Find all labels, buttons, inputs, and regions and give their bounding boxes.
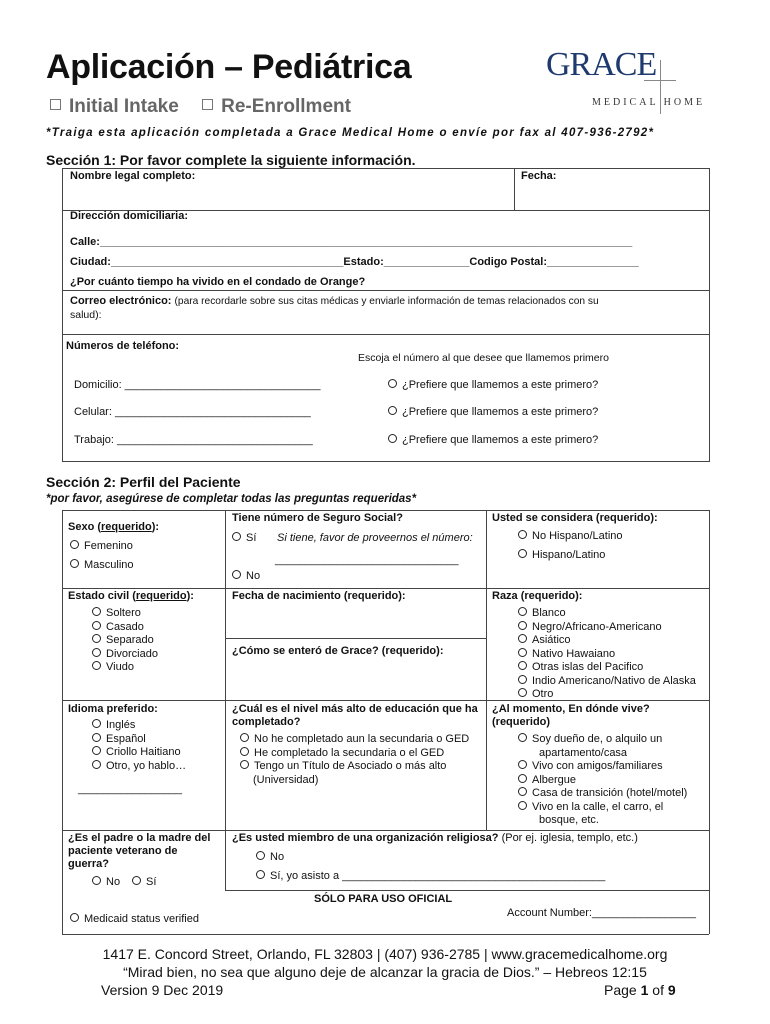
phone-note: Escoja el número al que desee que llamemos primero — [358, 352, 609, 364]
race-label: Raza (requerido): — [492, 590, 583, 602]
radio-icon[interactable] — [518, 733, 527, 742]
living-options: Soy dueño de, o alquilo un apartamento/casa Vivo con amigos/familiares Albergue Casa de transición (hotel/motel) Vivo en la calle, el carro, el bosque, etc. — [518, 733, 687, 828]
civil-option[interactable]: Separado — [92, 634, 158, 648]
radio-icon[interactable] — [70, 540, 79, 549]
radio-icon[interactable] — [518, 801, 527, 810]
sex-male-option[interactable]: Masculino — [70, 559, 134, 571]
prefer-home-option[interactable]: ¿Prefiere que llamemos a este primero? — [388, 379, 598, 391]
living-option[interactable]: Vivo con amigos/familiares — [518, 760, 687, 774]
education-option[interactable]: Tengo un Título de Asociado o más alto — [240, 760, 469, 774]
living-option[interactable]: Soy dueño de, o alquilo un — [518, 733, 687, 747]
civil-option[interactable]: Casado — [92, 621, 158, 635]
radio-icon[interactable] — [92, 746, 101, 755]
living-option[interactable]: Vivo en la calle, el carro, el — [518, 801, 687, 815]
religious-yes-option[interactable]: Sí, yo asisto a ___________________________________________ — [256, 870, 605, 882]
medicaid-verified-option[interactable]: Medicaid status verified — [70, 913, 199, 925]
civil-option[interactable]: Viudo — [92, 661, 158, 675]
city-state-zip-field[interactable]: Ciudad:______________________________________Estado:______________Codigo Postal:_______________ — [70, 256, 639, 268]
religious-no-option[interactable]: No — [256, 851, 284, 863]
civil-status-options — [92, 607, 158, 675]
ssn-no-option[interactable]: No — [232, 570, 260, 582]
radio-icon[interactable] — [518, 787, 527, 796]
radio-icon[interactable] — [256, 851, 265, 860]
language-option[interactable]: Español — [92, 733, 186, 747]
radio-icon[interactable] — [92, 661, 101, 670]
ssn-note: Si tiene, favor de proveernos el número: — [277, 532, 473, 544]
radio-icon[interactable] — [240, 747, 249, 756]
date-label: Fecha: — [521, 170, 557, 182]
radio-icon[interactable] — [92, 733, 101, 742]
account-number-field[interactable]: Account Number:_________________ — [507, 907, 696, 919]
residence-duration-label: ¿Por cuánto tiempo ha vivido en el condado de Orange? — [70, 276, 366, 288]
radio-icon[interactable] — [92, 719, 101, 728]
civil-option[interactable]: Soltero — [92, 607, 158, 621]
ssn-field[interactable]: ______________________________ — [275, 554, 459, 566]
civil-status-label: Estado civil (requerido): — [68, 590, 194, 602]
prefer-cell-option[interactable]: ¿Prefiere que llamemos a este primero? — [388, 406, 598, 418]
home-phone-field[interactable]: Domicilio: ________________________________ — [74, 379, 321, 391]
radio-icon[interactable] — [70, 913, 79, 922]
phone-numbers-label: Números de teléfono: — [66, 340, 180, 352]
language-option[interactable]: Otro, yo hablo… — [92, 760, 186, 774]
living-situation-label: ¿Al momento, En dónde vive? (requerido) — [492, 703, 650, 728]
radio-icon[interactable] — [232, 570, 241, 579]
legal-name-label: Nombre legal completo: — [70, 170, 196, 182]
footer-quote: “Mirad bien, no sea que alguno deje de alcanzar la gracia de Dios.” – Hebreos 12:15 — [123, 964, 647, 980]
radio-icon[interactable] — [240, 733, 249, 742]
race-option[interactable]: Negro/Africano-Americano — [518, 621, 696, 635]
re-enrollment-option[interactable]: Re-Enrollment — [202, 96, 351, 117]
radio-icon[interactable] — [518, 688, 527, 697]
radio-icon[interactable] — [388, 406, 397, 415]
heard-about-label[interactable]: ¿Cómo se enteró de Grace? (requerido): — [232, 645, 444, 657]
radio-icon[interactable] — [518, 774, 527, 783]
radio-icon[interactable] — [518, 760, 527, 769]
living-option[interactable]: Casa de transición (hotel/motel) — [518, 787, 687, 801]
sex-female-option[interactable]: Femenino — [70, 540, 133, 552]
version: Version 9 Dec 2019 — [101, 982, 224, 998]
veteran-no-option[interactable]: No — [92, 876, 120, 888]
language-option[interactable]: Inglés — [92, 719, 186, 733]
civil-option[interactable]: Divorciado — [92, 648, 158, 662]
race-option[interactable]: Blanco — [518, 607, 696, 621]
initial-intake-option[interactable]: Initial Intake — [50, 96, 179, 117]
education-option[interactable]: He completado la secundaria o el GED — [240, 747, 469, 761]
radio-icon[interactable] — [518, 661, 527, 670]
living-option[interactable]: Albergue — [518, 774, 687, 788]
office-use-label: SÓLO PARA USO OFICIAL — [314, 893, 453, 905]
education-options: No he completado aun la secundaria o GED He completado la secundaria o el GED Tengo un Título de Asociado o más alto (Universidad) — [240, 733, 469, 787]
religious-label: ¿Es usted miembro de una organización religiosa? (Por ej. iglesia, templo, etc.) — [232, 832, 638, 844]
enrollment-type — [50, 96, 369, 118]
race-option[interactable]: Asiático — [518, 634, 696, 648]
cell-phone-field[interactable]: Celular: ________________________________ — [74, 406, 311, 418]
radio-icon[interactable] — [256, 870, 265, 879]
hispanic-option[interactable]: Hispano/Latino — [518, 549, 605, 561]
language-label: Idioma preferido: — [68, 703, 158, 715]
veteran-label: ¿Es el padre o la madre del paciente veterano de guerra? — [68, 832, 211, 870]
radio-icon[interactable] — [92, 621, 101, 630]
radio-icon[interactable] — [518, 648, 527, 657]
radio-icon[interactable] — [518, 621, 527, 630]
language-option[interactable]: Criollo Haitiano — [92, 746, 186, 760]
veteran-yes-option[interactable]: Sí — [132, 876, 156, 888]
grace-logo: GRACE MEDICAL HOME — [540, 44, 710, 114]
language-options — [92, 719, 186, 773]
page-title: Aplicación – Pediátrica — [46, 48, 412, 86]
instructions: *Traiga esta aplicación completada a Grace Medical Home o envíe por fax al 407-936-2792* — [46, 127, 655, 139]
dob-label[interactable]: Fecha de nacimiento (requerido): — [232, 590, 406, 602]
radio-icon[interactable] — [388, 434, 397, 443]
section1-title: Sección 1: Por favor complete la siguiente información. — [46, 152, 416, 168]
sex-label: Sexo (requerido): — [68, 521, 160, 533]
section2-title: Sección 2: Perfil del Paciente — [46, 474, 241, 490]
address-label: Dirección domiciliaria: — [70, 210, 188, 222]
street-field[interactable]: Calle:_______________________________________________________________________________________ — [70, 236, 633, 248]
race-option[interactable]: Nativo Hawaiano — [518, 648, 696, 662]
page-number: Page 1 of 9 — [604, 982, 676, 998]
race-option[interactable]: Otras islas del Pacifico — [518, 661, 696, 675]
not-hispanic-option[interactable]: No Hispano/Latino — [518, 530, 623, 542]
checkbox-icon[interactable] — [202, 99, 213, 110]
radio-icon[interactable] — [132, 876, 141, 885]
radio-icon[interactable] — [518, 607, 527, 616]
race-option[interactable]: Indio Americano/Nativo de Alaska — [518, 675, 696, 689]
radio-icon[interactable] — [388, 379, 397, 388]
ssn-label: Tiene número de Seguro Social? — [232, 512, 403, 524]
radio-icon[interactable] — [518, 634, 527, 643]
race-options — [518, 607, 696, 702]
radio-icon[interactable] — [92, 607, 101, 616]
radio-icon[interactable] — [518, 675, 527, 684]
prefer-work-option[interactable]: ¿Prefiere que llamemos a este primero? — [388, 434, 598, 446]
radio-icon[interactable] — [92, 634, 101, 643]
footer-address: 1417 E. Concord Street, Orlando, FL 32803 | (407) 936-2785 | www.gracemedicalhome.org — [102, 946, 668, 962]
ssn-yes-option[interactable]: Sí — [232, 532, 256, 544]
radio-icon[interactable] — [518, 549, 527, 558]
other-language-field[interactable]: _________________ — [78, 783, 183, 795]
ethnicity-label: Usted se considera (requerido): — [492, 512, 658, 524]
radio-icon[interactable] — [92, 648, 101, 657]
section2-subtitle: *por favor, asegúrese de completar todas las preguntas requeridas* — [46, 493, 417, 505]
radio-icon[interactable] — [240, 760, 249, 769]
radio-icon[interactable] — [232, 532, 241, 541]
race-option[interactable]: Otro — [518, 688, 696, 702]
email-field[interactable]: Correo electrónico: (para recordarle sobre sus citas médicas y enviarle información de temas relacionados con su — [70, 295, 599, 307]
checkbox-icon[interactable] — [50, 99, 61, 110]
radio-icon[interactable] — [70, 559, 79, 568]
education-label: ¿Cuál es el nivel más alto de educación que ha completado? — [232, 703, 478, 728]
radio-icon[interactable] — [518, 530, 527, 539]
radio-icon[interactable] — [92, 760, 101, 769]
education-option[interactable]: No he completado aun la secundaria o GED — [240, 733, 469, 747]
work-phone-field[interactable]: Trabajo: ________________________________ — [74, 434, 313, 446]
radio-icon[interactable] — [92, 876, 101, 885]
